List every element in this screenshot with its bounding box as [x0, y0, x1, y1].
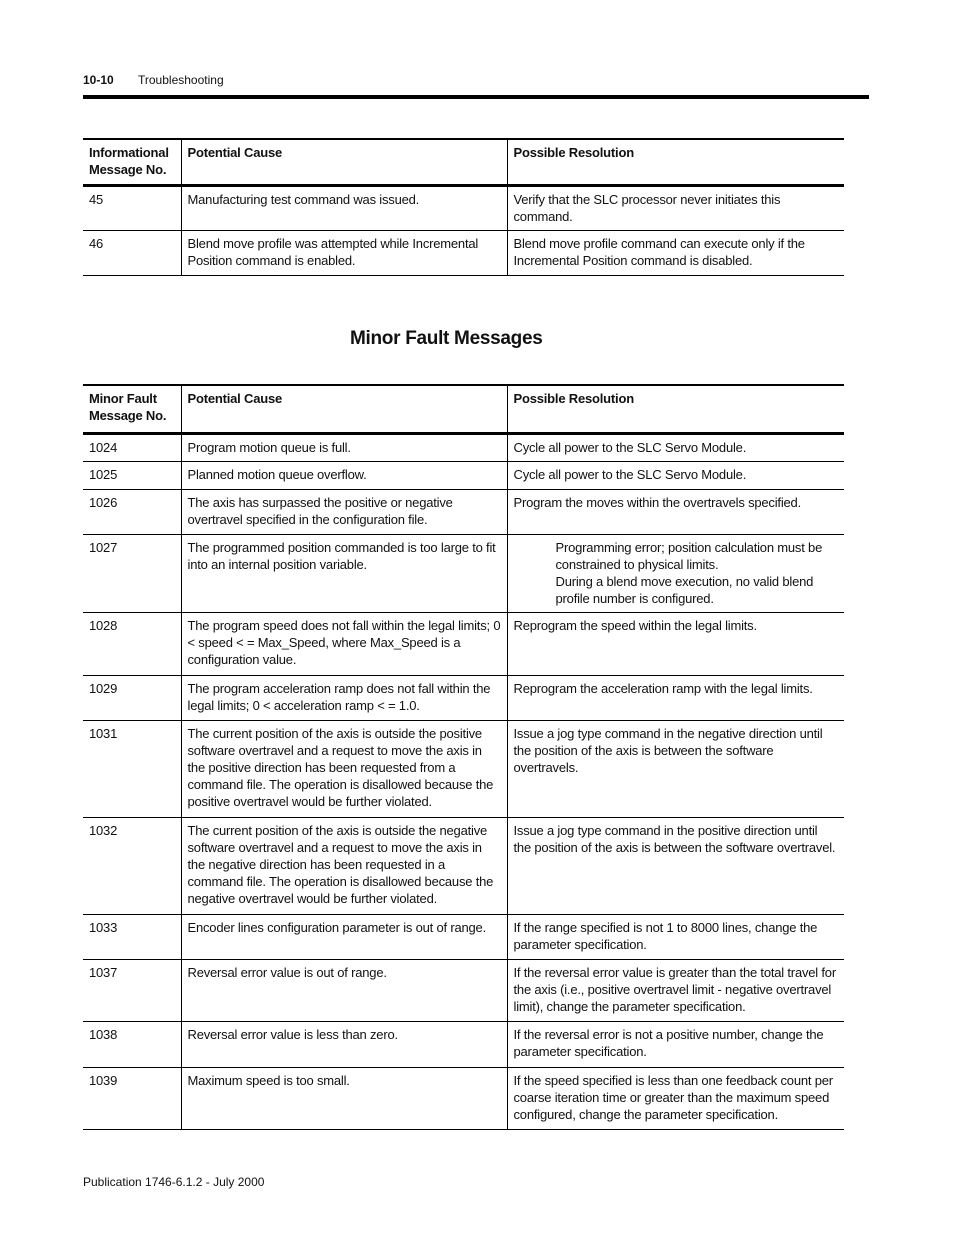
possible-resolution: Cycle all power to the SLC Servo Module.	[507, 461, 844, 489]
potential-cause: Reversal error value is less than zero.	[181, 1021, 507, 1067]
potential-cause: The axis has surpassed the positive or negative overtravel specified in the configuration file.	[181, 489, 507, 534]
table-header-row	[83, 385, 844, 433]
possible-resolution: If the reversal error value is greater than the total travel for the axis (i.e., positive overtravel limit - negative overtravel limit), change the parameter specification.	[507, 959, 844, 1021]
table-row	[83, 612, 844, 675]
possible-resolution: Reprogram the acceleration ramp with the legal limits.	[507, 675, 844, 720]
message-number: 1028	[83, 612, 181, 675]
column-header-cause: Potential Cause	[181, 385, 507, 433]
page-number: 10-10	[83, 73, 114, 87]
message-number: 1039	[83, 1067, 181, 1129]
possible-resolution: If the speed specified is less than one feedback count per coarse iteration time or greater than the maximum speed configured, change the parameter specification.	[507, 1067, 844, 1129]
column-header-message-no: Informational Message No.	[83, 139, 181, 185]
table-row	[83, 461, 844, 489]
table-row	[83, 817, 844, 914]
potential-cause: Blend move profile was attempted while Incremental Position command is enabled.	[181, 230, 507, 275]
message-number: 1037	[83, 959, 181, 1021]
table-header-row	[83, 139, 844, 185]
table-row	[83, 1021, 844, 1067]
message-number: 45	[83, 185, 181, 230]
message-number: 1029	[83, 675, 181, 720]
possible-resolution: Issue a jog type command in the positive direction until the position of the axis is between the software overtravel.	[507, 817, 844, 914]
table-row	[83, 1067, 844, 1129]
publication-footer: Publication 1746-6.1.2 - July 2000	[83, 1175, 265, 1189]
table-row	[83, 720, 844, 817]
message-number: 1033	[83, 914, 181, 959]
message-number: 1031	[83, 720, 181, 817]
column-header-resolution: Possible Resolution	[507, 385, 844, 433]
table-row	[83, 534, 844, 612]
column-header-resolution: Possible Resolution	[507, 139, 844, 185]
section-title: Troubleshooting	[138, 73, 224, 87]
resolution-line: Programming error; position calculation must be constrained to physical limits.	[555, 539, 823, 572]
possible-resolution: Issue a jog type command in the negative direction until the position of the axis is between the software overtravels.	[507, 720, 844, 817]
header-rule	[83, 95, 869, 99]
potential-cause: Maximum speed is too small.	[181, 1067, 507, 1129]
possible-resolution: Cycle all power to the SLC Servo Module.	[507, 433, 844, 461]
potential-cause: Planned motion queue overflow.	[181, 461, 507, 489]
potential-cause: The programmed position commanded is too large to fit into an internal position variable.	[181, 534, 507, 612]
potential-cause: Program motion queue is full.	[181, 433, 507, 461]
table-row	[83, 230, 844, 275]
table-row	[83, 675, 844, 720]
message-number: 1027	[83, 534, 181, 612]
informational-messages-table	[83, 138, 844, 276]
message-number: 1032	[83, 817, 181, 914]
potential-cause: The program speed does not fall within the legal limits; 0 < speed < = Max_Speed, where Max_Speed is a configuration value.	[181, 612, 507, 675]
message-number: 1038	[83, 1021, 181, 1067]
possible-resolution: Reprogram the speed within the legal limits.	[507, 612, 844, 675]
table-row	[83, 433, 844, 461]
column-header-cause: Potential Cause	[181, 139, 507, 185]
table-row	[83, 959, 844, 1021]
possible-resolution: If the range specified is not 1 to 8000 lines, change the parameter specification.	[507, 914, 844, 959]
potential-cause: The current position of the axis is outside the positive software overtravel and a request to move the axis in the positive direction has been requested from a command file. The operation is disallowed because the positive overtravel would be further violated.	[181, 720, 507, 817]
possible-resolution: If the reversal error is not a positive number, change the parameter specification.	[507, 1021, 844, 1067]
potential-cause: The program acceleration ramp does not fall within the legal limits; 0 < acceleration ramp < = 1.0.	[181, 675, 507, 720]
possible-resolution	[507, 534, 844, 612]
possible-resolution: Verify that the SLC processor never initiates this command.	[507, 185, 844, 230]
possible-resolution: Blend move profile command can execute only if the Incremental Position command is disabled.	[507, 230, 844, 275]
message-number: 46	[83, 230, 181, 275]
potential-cause: The current position of the axis is outside the negative software overtravel and a request to move the axis in the negative direction has been requested in a command file. The operation is disallowed because the negative overtravel would be further violated.	[181, 817, 507, 914]
resolution-line: During a blend move execution, no valid blend profile number is configured.	[555, 573, 814, 606]
page-header	[83, 73, 869, 89]
message-number: 1024	[83, 433, 181, 461]
table-row	[83, 914, 844, 959]
table-row	[83, 489, 844, 534]
column-header-message-no: Minor Fault Message No.	[83, 385, 181, 433]
message-number: 1026	[83, 489, 181, 534]
potential-cause: Manufacturing test command was issued.	[181, 185, 507, 230]
potential-cause: Reversal error value is out of range.	[181, 959, 507, 1021]
minor-fault-messages-table	[83, 384, 844, 1130]
message-number: 1025	[83, 461, 181, 489]
potential-cause: Encoder lines configuration parameter is out of range.	[181, 914, 507, 959]
section-heading: Minor Fault Messages	[350, 328, 543, 349]
possible-resolution: Program the moves within the overtravels specified.	[507, 489, 844, 534]
table-row	[83, 185, 844, 230]
